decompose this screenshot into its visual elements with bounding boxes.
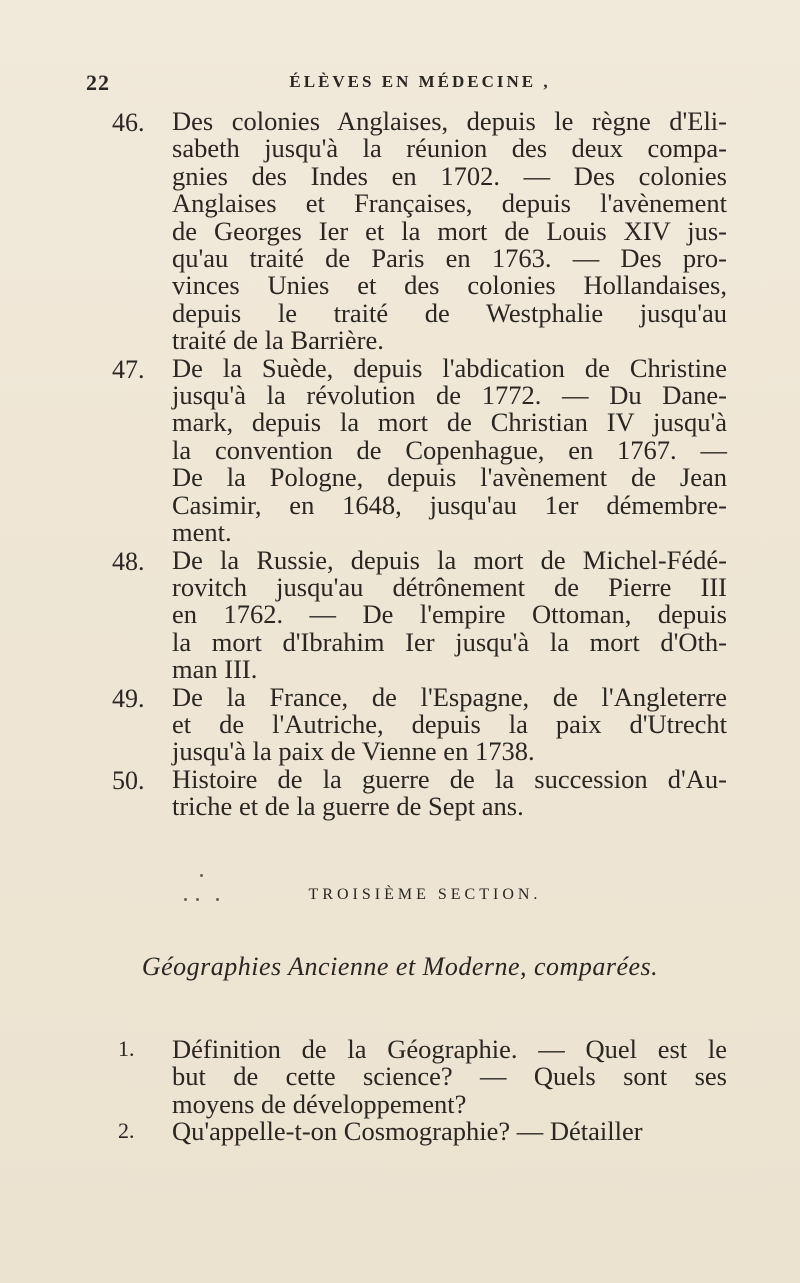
text-line: vinces Unies et des colonies Hollandaises, [172, 270, 727, 301]
list-item [0, 352, 800, 548]
text-line: mark, depuis la mort de Christian IV jusqu'à [172, 407, 727, 438]
text-line: de Georges Ier et la mort de Louis XIV jus- [172, 215, 727, 246]
text-line: but de cette science? — Quels sont ses [172, 1061, 727, 1092]
entry-text [172, 352, 727, 548]
text-line: Qu'appelle-t-on Cosmographie? — Détailler [172, 1116, 643, 1147]
list-item [0, 1118, 800, 1145]
text-line: depuis le traité de Westphalie jusqu'au [172, 297, 727, 328]
list-item [0, 763, 800, 822]
text-line: qu'au traité de Paris en 1763. — Des pro- [172, 243, 727, 274]
entry-text [172, 544, 727, 685]
page-number: 22 [86, 70, 110, 95]
entry-text [172, 1118, 727, 1145]
text-line: en 1762. — De l'empire Ottoman, depuis [172, 599, 727, 630]
text-line: jusqu'à la paix de Vienne en 1738. [172, 736, 535, 767]
text-line: traité de la Barrière. [172, 325, 384, 356]
entry-text [172, 681, 727, 767]
text-line: gnies des Indes en 1702. — Des colonies [172, 160, 727, 191]
text-line: De la Suède, depuis l'abdication de Christine [172, 352, 727, 383]
text-line: la convention de Copenhague, en 1767. — [172, 434, 727, 465]
section-title: TROISIÈME SECTION. [308, 886, 542, 903]
entry-number: 46. [112, 108, 145, 137]
text-line: Définition de la Géographie. — Quel est le [172, 1034, 727, 1064]
text-line: De la France, de l'Espagne, de l'Angleterre [172, 681, 727, 712]
entry-number: 47. [112, 354, 145, 384]
text-line: et de l'Autriche, depuis la paix d'Utrecht [172, 708, 727, 739]
running-title: ÉLÈVES EN MÉDECINE , [289, 72, 551, 91]
entry-number: 2. [118, 1118, 135, 1144]
text-line: Des colonies Anglaises, depuis le règne d'Eli- [172, 106, 727, 136]
text-line: De la Pologne, depuis l'avènement de Jean [172, 462, 727, 493]
text-line: Histoire de la guerre de la succession d'Au- [172, 763, 727, 794]
text-line: la mort d'Ibrahim Ier jusqu'à la mort d'Oth- [172, 626, 727, 657]
text-line: Anglaises et Françaises, depuis l'avènement [172, 188, 727, 219]
entry-text [172, 108, 727, 355]
section-subtitle: Géographies Ancienne et Moderne, comparées. [141, 952, 659, 981]
text-line: sabeth jusqu'à la réunion des deux compa- [172, 133, 727, 164]
text-line: De la Russie, depuis la mort de Michel-Fédé- [172, 544, 727, 575]
text-line: Casimir, en 1648, jusqu'au 1er démembre- [172, 489, 727, 520]
text-line: triche et de la guerre de Sept ans. [172, 791, 524, 822]
entry-list-geography [0, 1036, 800, 1146]
list-item [0, 681, 800, 767]
list-item [0, 1036, 800, 1118]
list-item [0, 544, 800, 685]
entry-number: 48. [112, 546, 145, 576]
text-line: rovitch jusqu'au détrônement de Pierre III [172, 571, 727, 602]
running-head [0, 70, 800, 98]
entry-list [0, 108, 800, 821]
text-line: ment. [172, 517, 232, 548]
text-line: jusqu'à la révolution de 1772. — Du Dane- [172, 380, 727, 411]
list-item [0, 108, 800, 355]
entry-number: 49. [112, 683, 145, 713]
text-line: moyens de développement? [172, 1088, 467, 1119]
entry-number: 50. [112, 765, 145, 795]
entry-number: 1. [118, 1036, 135, 1061]
entry-text [172, 763, 727, 822]
entry-text [172, 1036, 727, 1118]
text-line: man III. [172, 654, 258, 685]
